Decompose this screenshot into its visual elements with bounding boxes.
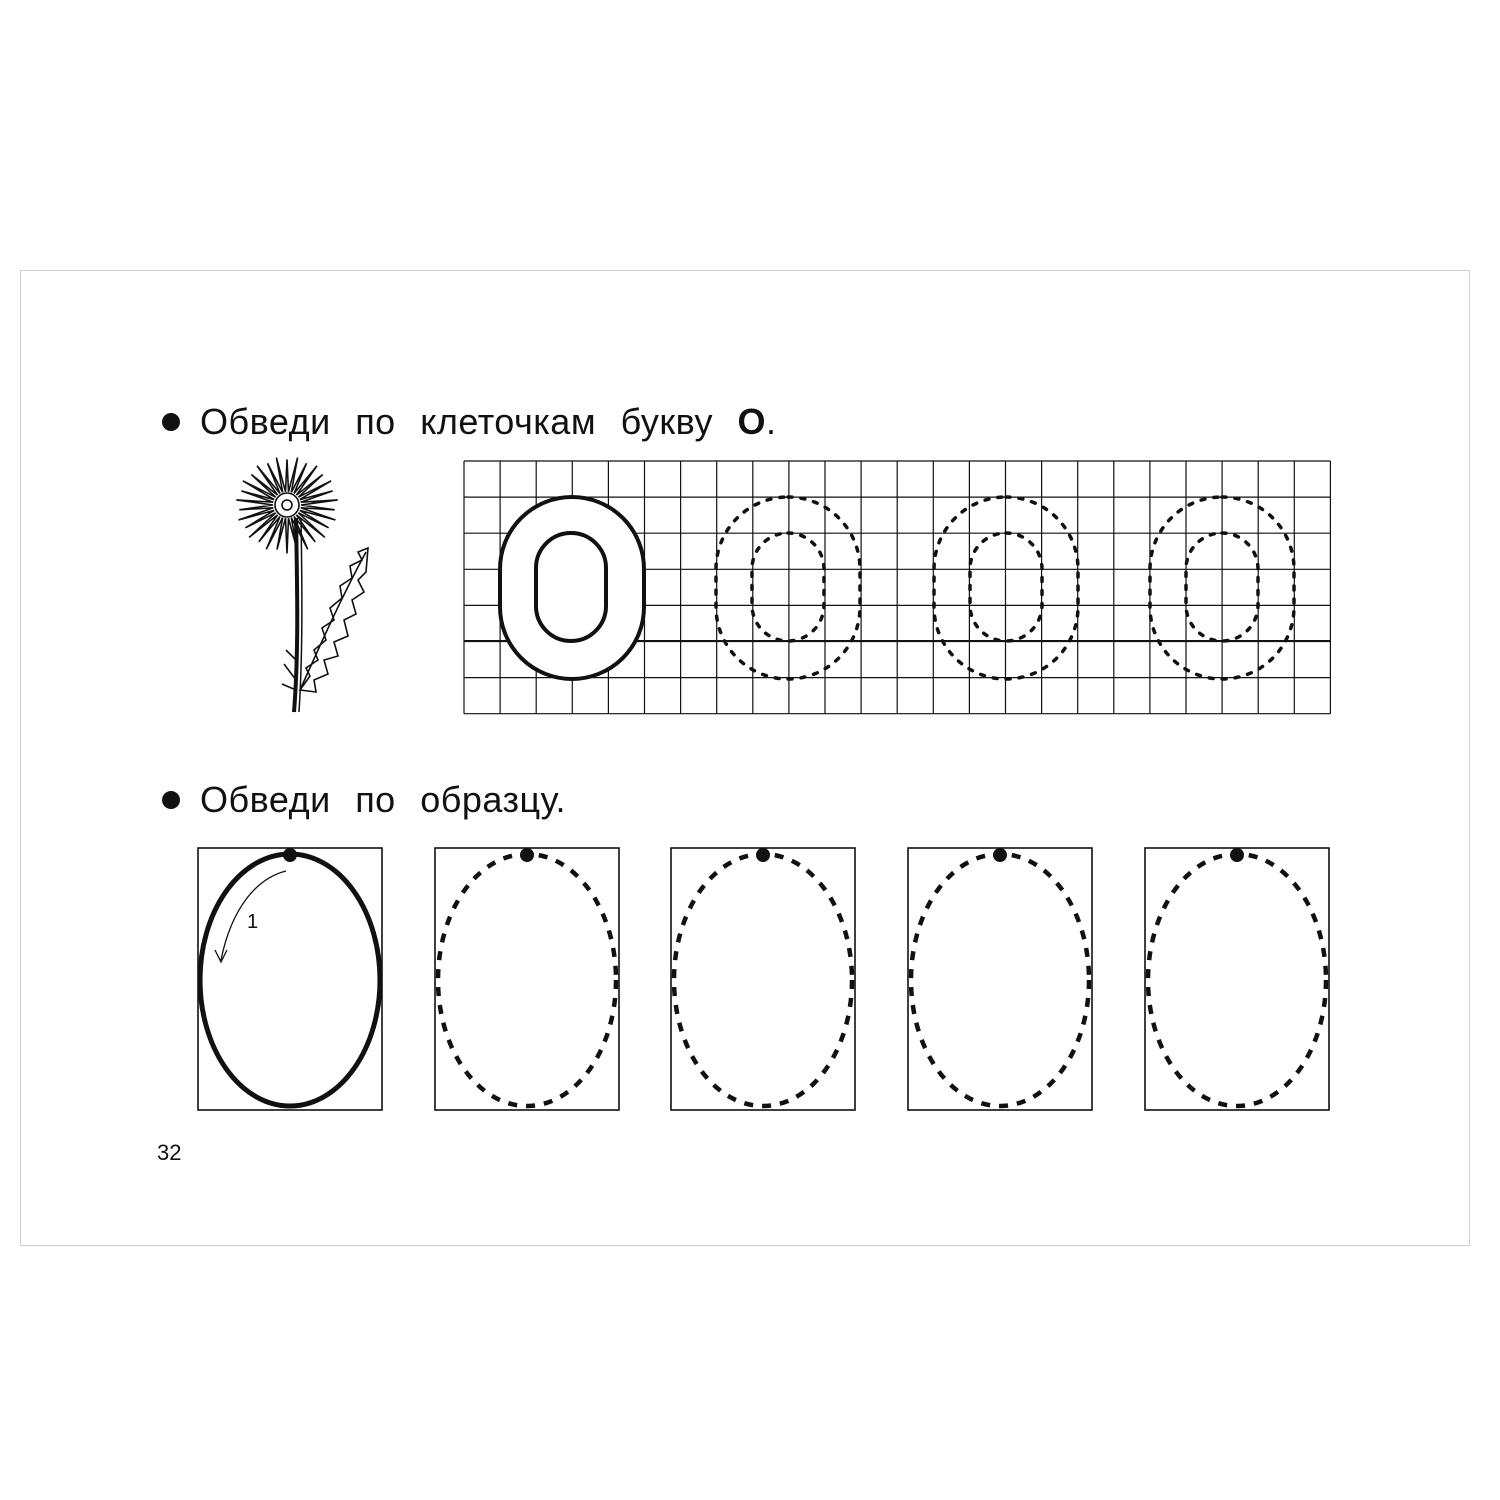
- task-1-text: Обведи по клеточкам букву: [200, 401, 713, 442]
- oval-trace-box-2[interactable]: [671, 848, 855, 1110]
- task-1-end: .: [766, 401, 777, 442]
- start-dot-icon: [756, 848, 770, 862]
- oval-trace-box-1[interactable]: [435, 848, 619, 1110]
- stroke-order-number: 1: [247, 911, 259, 933]
- sample-oval-box: [198, 848, 382, 1110]
- oval-trace-box-3[interactable]: [908, 848, 1092, 1110]
- start-dot-icon: [520, 848, 534, 862]
- oval-trace-box-4[interactable]: [1145, 848, 1329, 1110]
- start-dot-icon: [283, 848, 297, 862]
- task-1-letter: О: [737, 401, 767, 442]
- start-dot-icon: [993, 848, 1007, 862]
- task-2-text: Обведи по образцу.: [200, 779, 567, 820]
- page-number: 32: [157, 1140, 182, 1165]
- start-dot-icon: [1230, 848, 1244, 862]
